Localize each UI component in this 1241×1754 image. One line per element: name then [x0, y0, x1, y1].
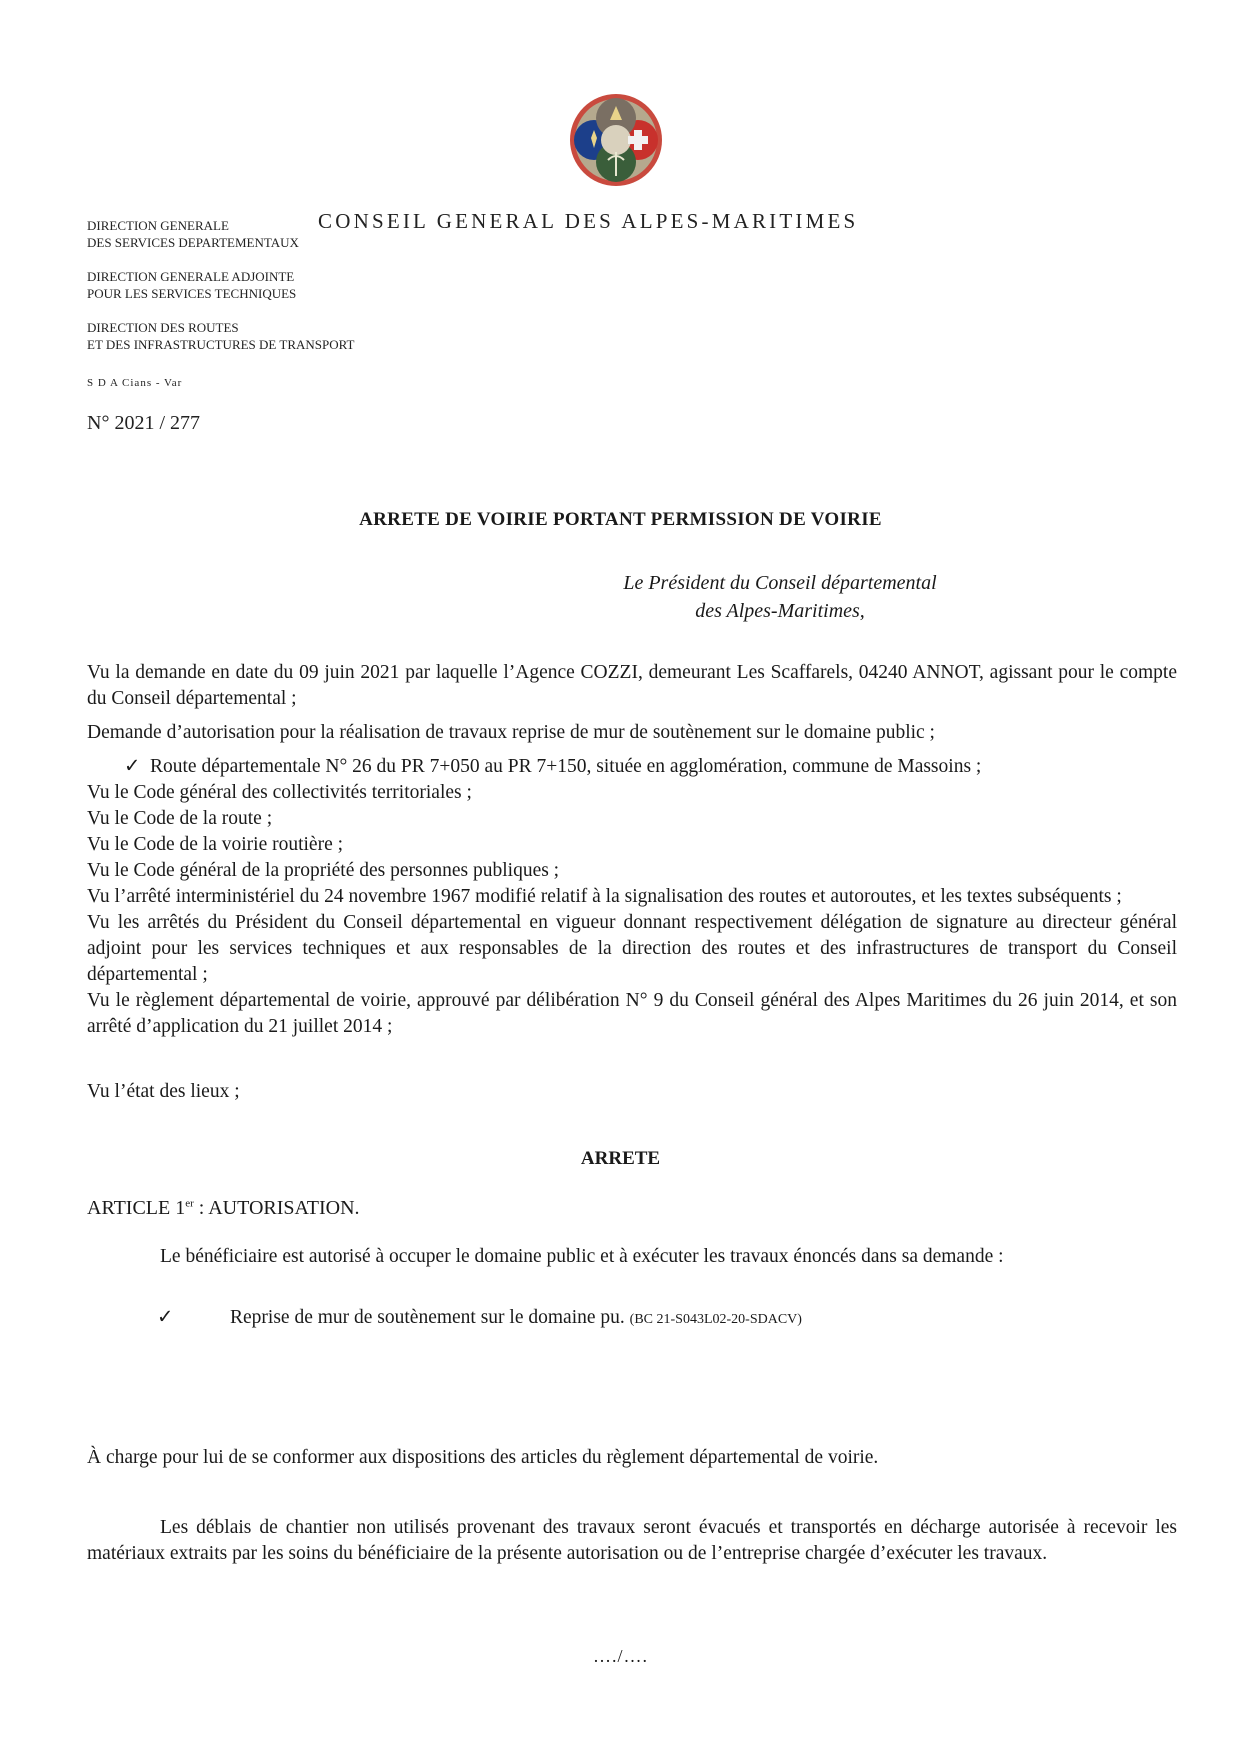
vu-arrete-interministeriel: Vu l’arrêté interministériel du 24 novembre 1967 modifié relatif à la signalisation des routes et autoroutes, et les textes subséquents ; [87, 886, 1122, 907]
vu-arretes-president: Vu les arrêtés du Président du Conseil départemental en vigueur donnant respectivement délégation de signature au directeur général adjoint pour les services techniques et aux responsables de la direction des routes et des infrastructures de transport du Conseil départemental ; [87, 912, 1177, 985]
department-line: DES SERVICES DEPARTEMENTAUX [87, 235, 299, 250]
vu-line: Vu le Code de la route ; [87, 808, 273, 829]
article-label: ARTICLE 1 [87, 1197, 186, 1219]
continuation-marker: …./…. [592, 1646, 648, 1666]
reference-number: N° 2021 / 277 [87, 412, 200, 434]
vu-list [87, 780, 1177, 1040]
arrete-heading: ARRETE [580, 1148, 661, 1169]
coat-of-arms-logo [562, 90, 670, 190]
check-item-work [157, 1305, 1241, 1333]
sda-label: S D A Cians - Var [87, 377, 183, 389]
vu-line: Vu le Code général des collectivités territoriales ; [87, 782, 472, 803]
department-line: ET DES INFRASTRUCTURES DE TRANSPORT [87, 337, 355, 352]
reference-code: (BC 21-S043L02-20-SDACV) [629, 1312, 802, 1327]
department-technical-services [87, 268, 296, 302]
department-line: POUR LES SERVICES TECHNIQUES [87, 286, 297, 301]
president-line: Le Président du Conseil départemental [623, 572, 937, 594]
vu-reglement: Vu le règlement départemental de voirie, approuvé par délibération N° 9 du Conseil général des Alpes Maritimes du 26 juin 2014, et son arrêté d’application du 21 juillet 2014 ; [87, 990, 1177, 1037]
paragraph-charge: À charge pour lui de se conformer aux dispositions des articles du règlement départemental de voirie. [87, 1447, 879, 1468]
president-heading [560, 569, 1000, 625]
article-title: : AUTORISATION. [193, 1197, 360, 1219]
check-item-text: Reprise de mur de soutènement sur le domaine pu. [230, 1307, 625, 1328]
vu-line: Vu le Code de la voirie routière ; [87, 834, 344, 855]
council-title: CONSEIL GENERAL DES ALPES-MARITIMES [318, 209, 859, 233]
department-general-services [87, 217, 299, 251]
check-item-text: Route départementale N° 26 du PR 7+050 au PR 7+150, située en agglomération, commune de Massoins ; [150, 756, 982, 777]
president-line: des Alpes-Maritimes, [695, 600, 865, 622]
vu-etat-des-lieux: Vu l’état des lieux ; [87, 1081, 240, 1102]
paragraph-deblais: Les déblais de chantier non utilisés provenant des travaux seront évacués et transportés en décharge autorisée à recevoir les matériaux extraits par les soins du bénéficiaire de la présente autorisation ou de l’entreprise chargée d’exécuter les travaux. [87, 1517, 1177, 1564]
document-title: ARRETE DE VOIRIE PORTANT PERMISSION DE VOIRIE [359, 509, 882, 530]
vu-line: Vu le Code général de la propriété des personnes publiques ; [87, 860, 560, 881]
department-line: DIRECTION GENERALE ADJOINTE [87, 269, 295, 284]
department-line: DIRECTION GENERALE [87, 218, 229, 233]
article-superscript: er [185, 1197, 194, 1210]
checkmark-icon: ✓ [124, 756, 141, 777]
checkmark-icon: ✓ [157, 1307, 174, 1328]
paragraph-authorization-request: Demande d’autorisation pour la réalisation de travaux reprise de mur de soutènement sur le domaine public ; [87, 722, 935, 743]
article-1-text: Le bénéficiaire est autorisé à occuper le domaine public et à exécuter les travaux énoncés dans sa demande : [160, 1246, 1004, 1267]
article-1-heading [87, 1197, 360, 1220]
check-item-route [124, 754, 1214, 780]
paragraph-request: Vu la demande en date du 09 juin 2021 par laquelle l’Agence COZZI, demeurant Les Scaffarels, 04240 ANNOT, agissant pour le compte du Conseil départemental ; [87, 662, 1177, 709]
department-roads-infrastructure [87, 319, 354, 353]
department-line: DIRECTION DES ROUTES [87, 320, 239, 335]
